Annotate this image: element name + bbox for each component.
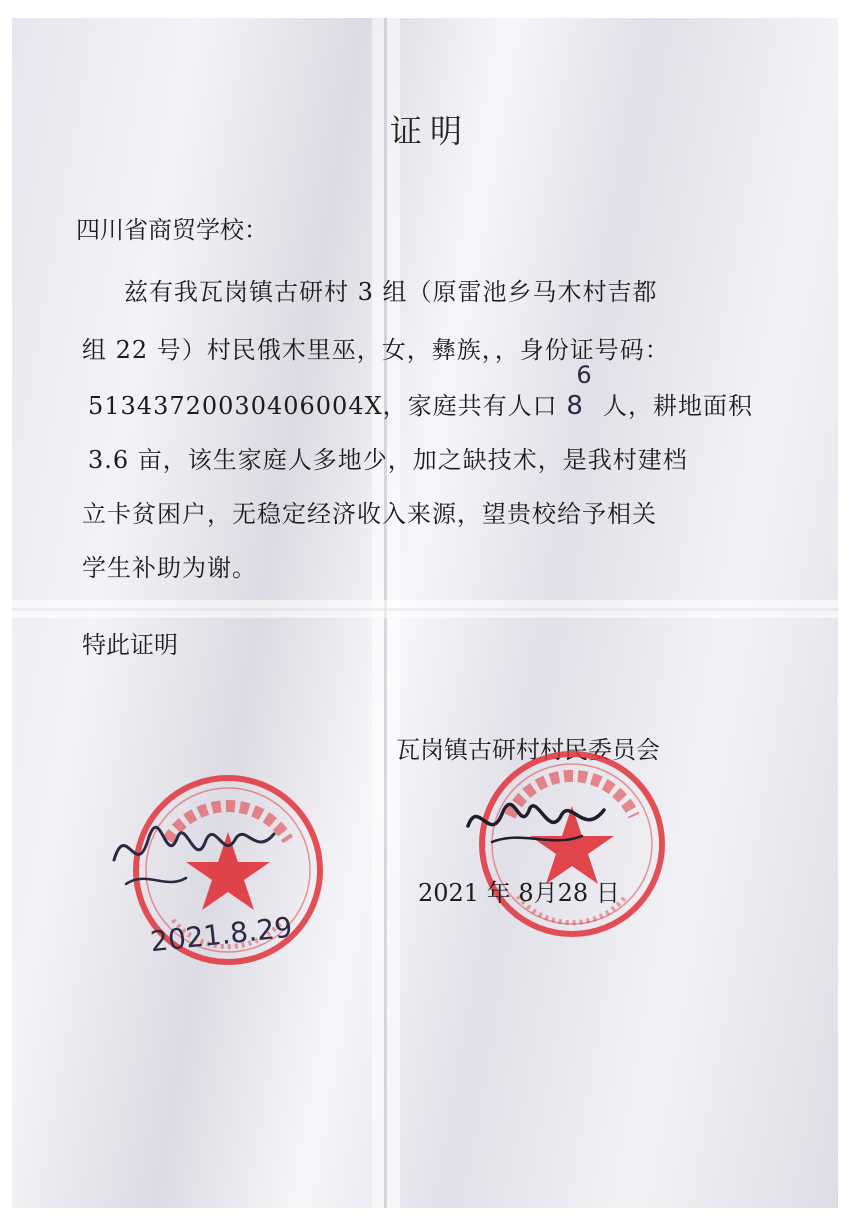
body-line-5: 立卡贫困户，无稳定经济收入来源，望贵校给予相关 [82,500,657,528]
household-count-handwritten: 6 [576,361,593,389]
household-count [566,361,594,421]
date-year-unit: 年 [486,879,511,907]
paper-crease [12,600,838,618]
left-signature-date: 2021.8.29 [148,910,294,959]
addressee: 四川省商贸学校： [76,216,268,244]
body-line-1: 兹有我瓦岗镇古研村 3 组（原雷池乡马木村吉都 [124,278,658,306]
body-line-3 [88,361,753,421]
right-handwritten-signature [462,786,612,856]
date-day: 28 [557,879,589,907]
date-day-unit: 日 [595,879,620,907]
document-title: 证明 [389,112,470,150]
date-month: 8 [518,879,534,907]
date-year: 2021 [418,879,480,907]
closing-statement: 特此证明 [82,631,178,659]
body-line-3-text: 51343720030406004X，家庭共有人口 [88,392,558,420]
body-line-6: 学生补助为谢。 [82,554,257,582]
issuer-name: 瓦岗镇古研村村民委员会 [396,736,660,764]
date-month-unit: 月 [533,879,558,907]
body-line-3-tail: 人，耕地面积 [602,392,753,420]
body-line-4: 3.6 亩，该生家庭人多地少，加之缺技术，是我村建档 [88,446,688,474]
left-handwritten-signature [106,800,286,900]
document-paper [12,18,838,1208]
body-line-2: 组 22 号）村民俄木里巫，女，彝族，，身份证号码： [82,336,670,364]
issue-date [418,873,620,908]
household-count-printed: 8 [566,391,584,421]
